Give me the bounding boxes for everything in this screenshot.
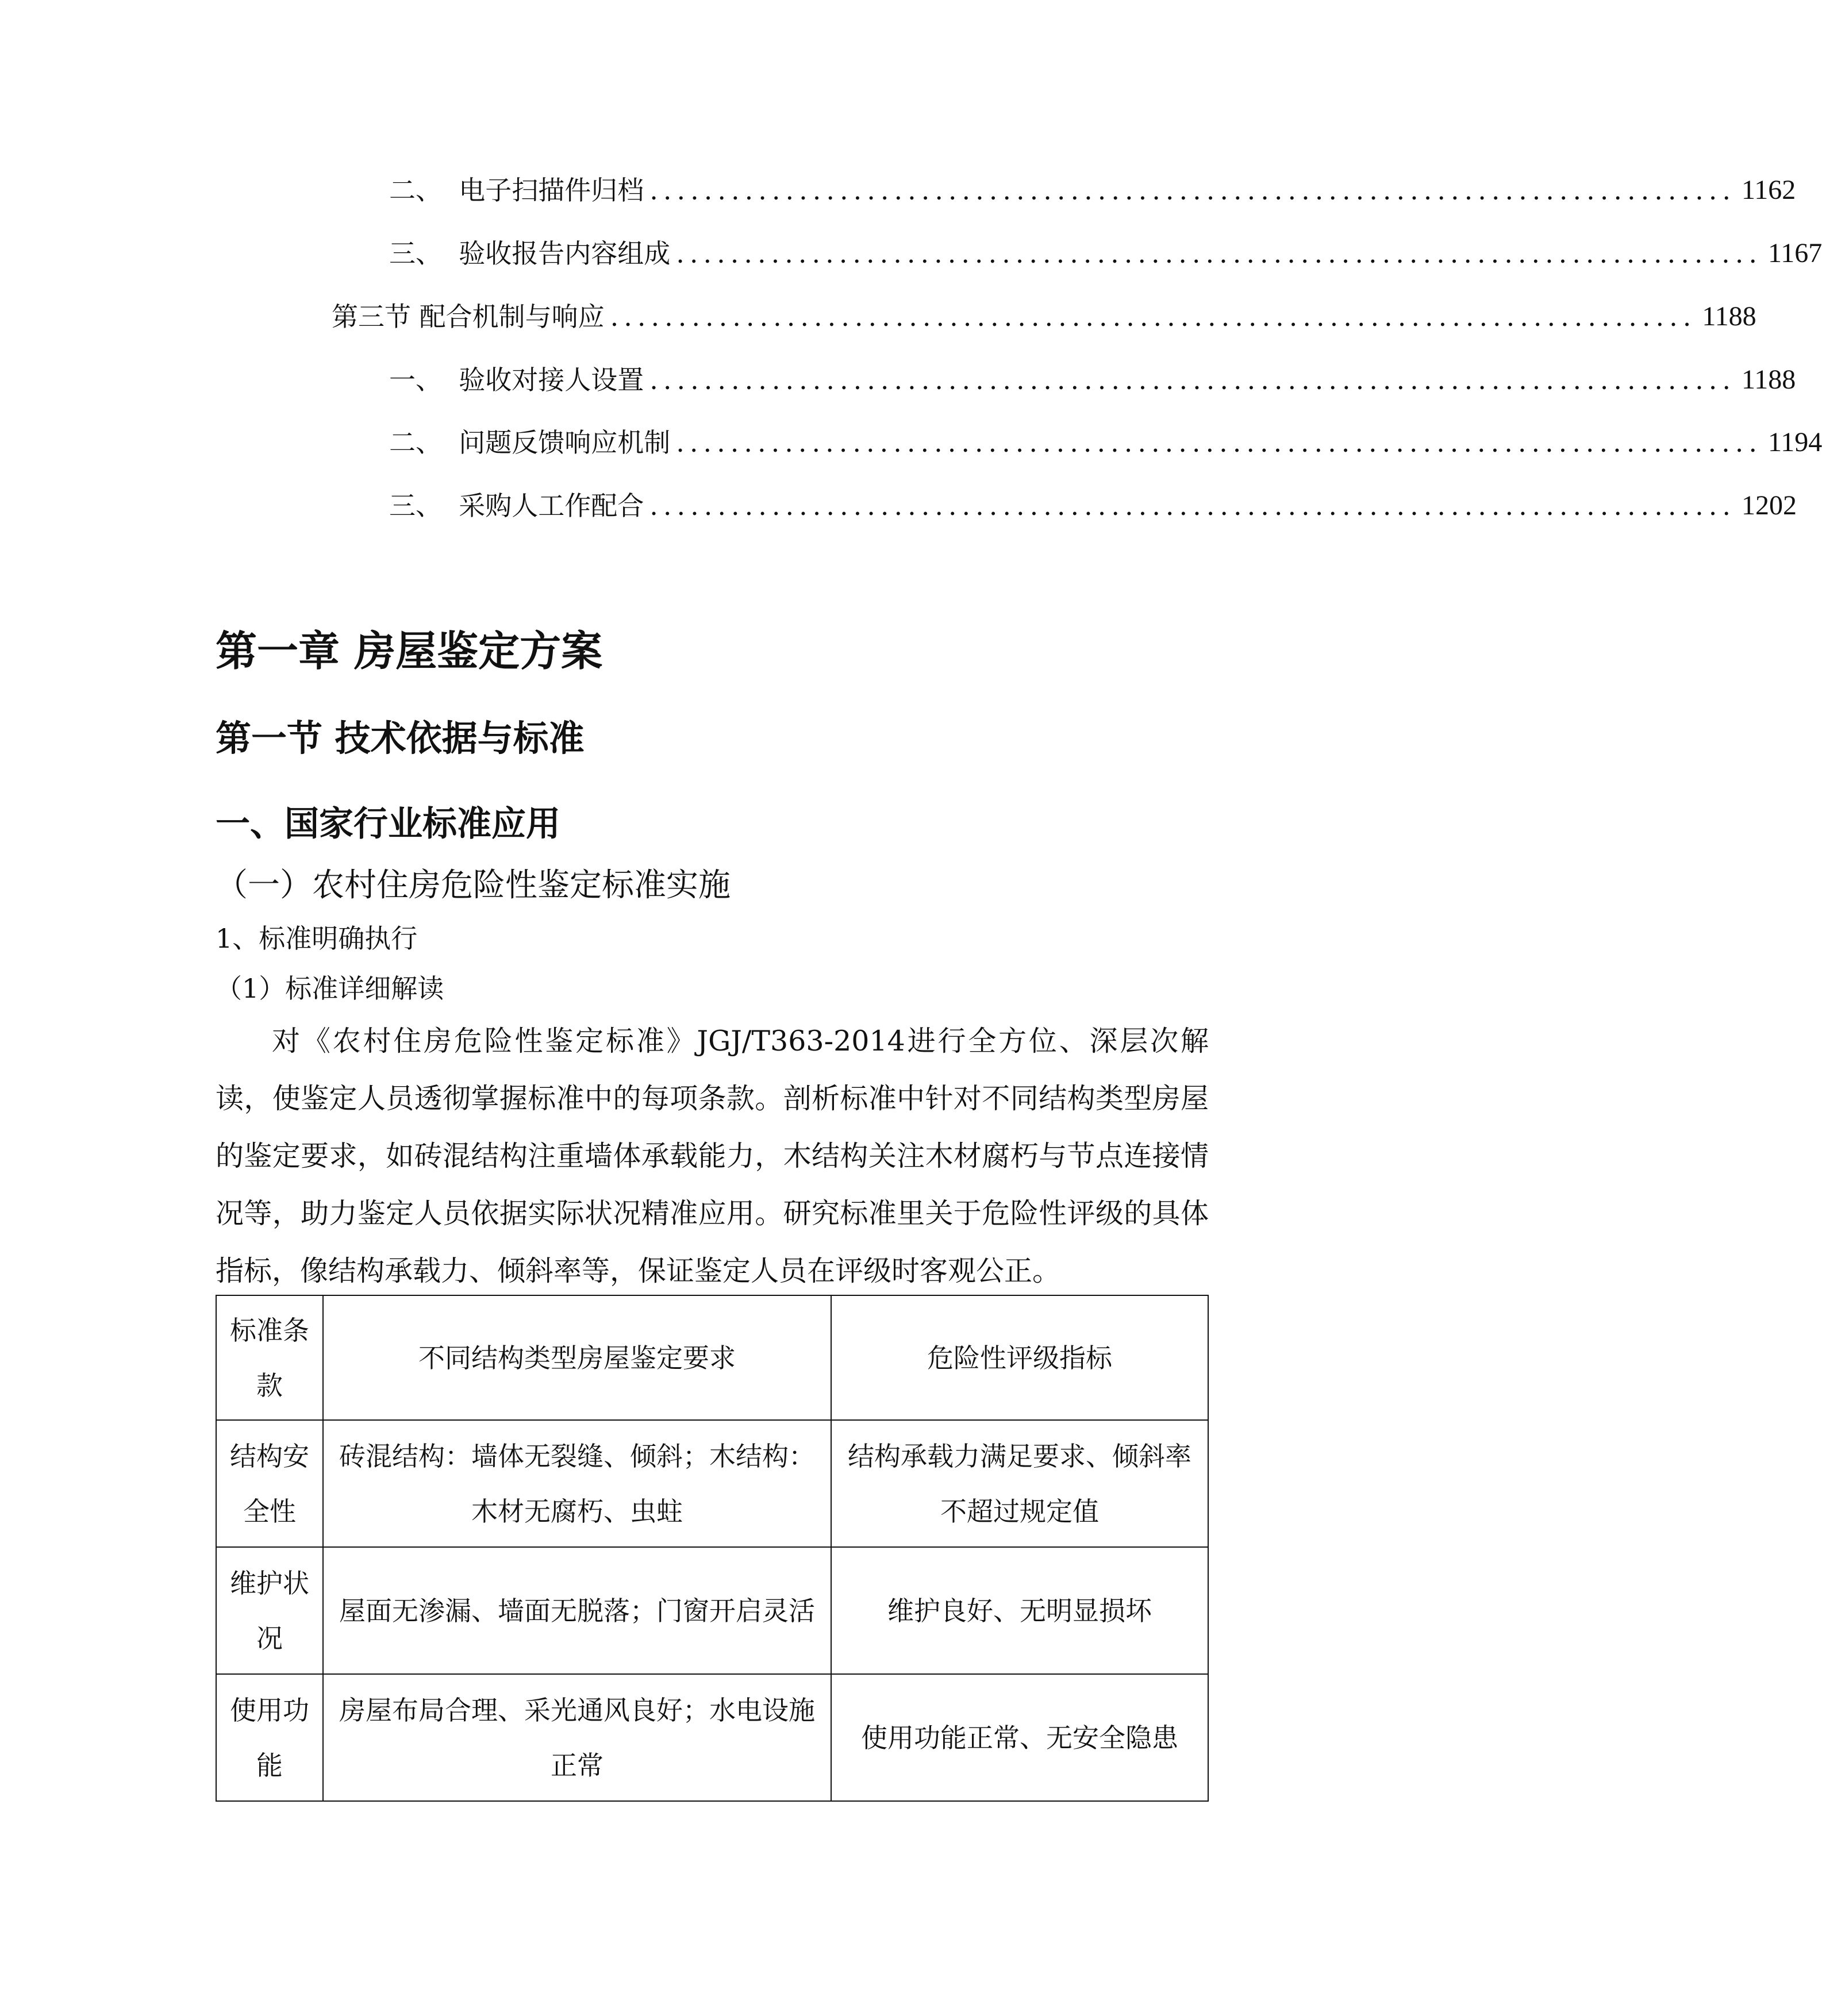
toc-label: 二、 电子扫描件归档	[389, 175, 644, 206]
table-cell: 砖混结构：墙体无裂缝、倾斜；木结构：木材无腐朽、虫蛀	[323, 1420, 831, 1547]
table-header-cell: 标准条款	[216, 1295, 323, 1420]
toc-entry[interactable]	[389, 425, 1822, 460]
toc-label: 二、 问题反馈响应机制	[389, 427, 671, 458]
toc-page: 1194	[1768, 427, 1822, 457]
table-header-cell: 不同结构类型房屋鉴定要求	[323, 1295, 831, 1420]
table-row	[216, 1547, 1208, 1674]
table-header-row	[216, 1295, 1208, 1420]
table-cell: 维护良好、无明显损坏	[831, 1547, 1208, 1674]
toc-label: 三、 采购人工作配合	[389, 490, 644, 521]
toc-page: 1188	[1702, 301, 1756, 332]
table-header-cell: 危险性评级指标	[831, 1295, 1208, 1420]
section-title: 第一节 技术依据与标准	[216, 717, 585, 759]
standards-table	[216, 1295, 1209, 1802]
toc-page: 1202	[1742, 490, 1797, 521]
toc-entry[interactable]	[389, 173, 1796, 207]
toc-entry[interactable]	[389, 488, 1797, 523]
table-cell: 结构承载力满足要求、倾斜率不超过规定值	[831, 1420, 1208, 1547]
toc-leader: ................................................................................	[676, 427, 1763, 458]
toc-entry[interactable]	[332, 299, 1756, 334]
subsection-title: 一、国家行业标准应用	[216, 804, 560, 844]
item-title: 1、标准明确执行	[216, 923, 418, 954]
table-cell: 屋面无渗漏、墙面无脱落；门窗开启灵活	[323, 1547, 831, 1674]
chapter-title: 第一章 房屋鉴定方案	[216, 627, 603, 675]
toc-leader: ................................................................................	[649, 490, 1736, 521]
toc-label: 三、 验收报告内容组成	[389, 238, 671, 269]
table-row	[216, 1420, 1208, 1547]
toc-entry[interactable]	[389, 363, 1796, 397]
toc-leader: ................................................................................	[649, 364, 1736, 395]
table-row	[216, 1674, 1208, 1801]
toc-leader: ................................................................................	[649, 175, 1736, 206]
toc-entry[interactable]	[389, 236, 1822, 271]
table-cell: 使用功能	[216, 1674, 323, 1801]
toc-label: 一、 验收对接人设置	[389, 364, 644, 395]
body-paragraph: 对《农村住房危险性鉴定标准》JGJ/T363-2014进行全方位、深层次解读，使鉴定人员透彻掌握标准中的每项条款。剖析标准中针对不同结构类型房屋的鉴定要求，如砖混结构注重墙体承载能力，木结构关注木材腐朽与节点连接情况等，助力鉴定人员依据实际状况精准应用。研究标准里关于危险性评级的具体指标，像结构承载力、倾斜率等，保证鉴定人员在评级时客观公正。	[216, 1025, 1209, 1287]
toc-leader: ................................................................................	[676, 238, 1763, 269]
toc-page: 1162	[1742, 175, 1796, 205]
toc-label: 第三节 配合机制与响应	[332, 301, 605, 332]
toc-page: 1188	[1742, 364, 1796, 395]
table-cell: 使用功能正常、无安全隐患	[831, 1674, 1208, 1801]
table-cell: 房屋布局合理、采光通风良好；水电设施正常	[323, 1674, 831, 1801]
toc-page: 1167	[1768, 238, 1822, 268]
toc-leader: ................................................................................	[610, 301, 1697, 332]
table-cell: 维护状况	[216, 1547, 323, 1674]
sub2-title: （一）农村住房危险性鉴定标准实施	[216, 867, 731, 904]
subitem-title: （1）标准详细解读	[216, 973, 444, 1004]
table-cell: 结构安全性	[216, 1420, 323, 1547]
